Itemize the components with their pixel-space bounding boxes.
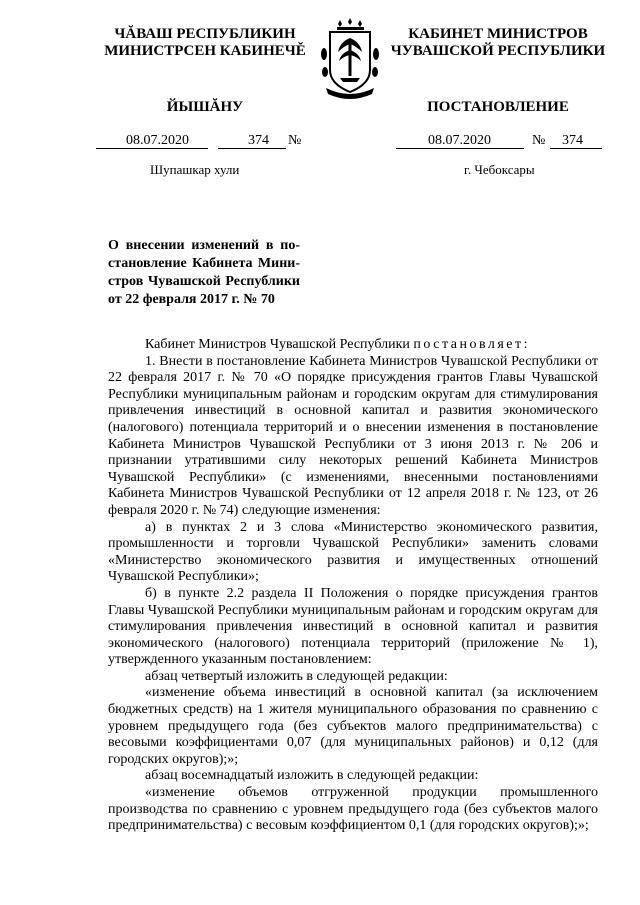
intro-text: Кабинет Министров Чувашской Республики <box>145 337 410 352</box>
registration-right-number: 374 <box>562 133 583 148</box>
document-body <box>108 337 598 835</box>
registration-left-date: 08.07.2020 <box>126 133 189 148</box>
header-right-title: ПОСТАНОВЛЕНИЕ <box>427 99 569 115</box>
document-subject: О внесении изменений в по-становление Кабинета Мини-стров Чувашской Республики от 22 февраля 2017 г. № 70 <box>108 238 300 307</box>
chuvash-republic-emblem-icon <box>318 18 382 100</box>
registration-right-date: 08.07.2020 <box>428 133 491 148</box>
header-right <box>388 26 608 60</box>
city-right: г. Чебоксары <box>464 162 535 177</box>
paragraph-5: «изменение объема инвестиций в основной капитал (за исключением бюджетных средств) на 1 жителя муниципального образования по сравнению с уровнем предыдущего года (без субъектов малого предпринимательства) с весовыми коэффициентами 0,07 (для муниципальных районов) и 0,12 (для городских округов);»; <box>108 685 598 767</box>
paragraph-6: абзац восемнадцатый изложить в следующей редакции: <box>145 768 479 784</box>
registration-right-no-sign: № <box>532 133 546 148</box>
paragraph-4: абзац четвертый изложить в следующей редакции: <box>145 668 448 684</box>
header-right-line1: КАБИНЕТ МИНИСТРОВ <box>408 26 588 42</box>
intro-verb: постановляет: <box>413 337 531 352</box>
paragraph-3: б) в пункте 2.2 раздела II Положения о порядке присуждения грантов Главы Чувашской Республики муниципальным районам и городским округам для стимулирования привлечения инвестиций в основной капитал и развития экономического (налогового) потенциала территорий (приложение № 1), утвержденного указанным постановлением: <box>108 585 598 668</box>
header-left-line2: МИНИСТРСЕН КАБИНЕЧĚ <box>104 43 306 59</box>
city-left: Шупашкар хули <box>150 162 240 177</box>
paragraph-2: а) в пунктах 2 и 3 слова «Министерство экономического развития, промышленности и торговли Чувашской Республики» заменить словами «Министерство экономического развития и имущественных отношений Чувашской Республики»; <box>108 519 598 585</box>
registration-left-number: 374 <box>248 133 269 148</box>
intro-paragraph <box>108 337 598 354</box>
header-left <box>100 26 310 60</box>
header-right-line2: ЧУВАШСКОЙ РЕСПУБЛИКИ <box>390 43 606 59</box>
paragraph-1: 1. Внести в постановление Кабинета Министров Чувашской Республики от 22 февраля 2017 г. № 70 «О порядке присуждения грантов Главы Чувашской Республики муниципальным районам и городским округам для стимулирования привлечения инвестиций в основной капитал и развития экономического (налогового) потенциала территорий и о внесении изменения в постановление Кабинета Министров Чувашской Республики от 3 июня 2013 г. № 206 и признании утратившими силу некоторых решений Кабинета Министров Чувашской Республики» (с изменениями, внесенными постановлениями Кабинета Министров Чувашской Республики от 12 апреля 2018 г. № 123, от 26 февраля 2020 г. № 74) следующие изменения: <box>108 353 598 518</box>
registration-left <box>96 133 306 151</box>
header-left-title: ЙЫШĂНУ <box>166 99 244 115</box>
paragraph-7: «изменение объемов отгруженной продукции промышленного производства по сравнению с уровнем предыдущего года (без субъектов малого предпринимательства) с весовым коэффициентом 0,1 (для городских округов);»; <box>108 785 598 834</box>
registration-left-no-sign: № <box>288 133 302 148</box>
registration-right <box>396 133 602 151</box>
header-left-line1: ЧĂВАШ РЕСПУБЛИКИН <box>114 26 296 42</box>
